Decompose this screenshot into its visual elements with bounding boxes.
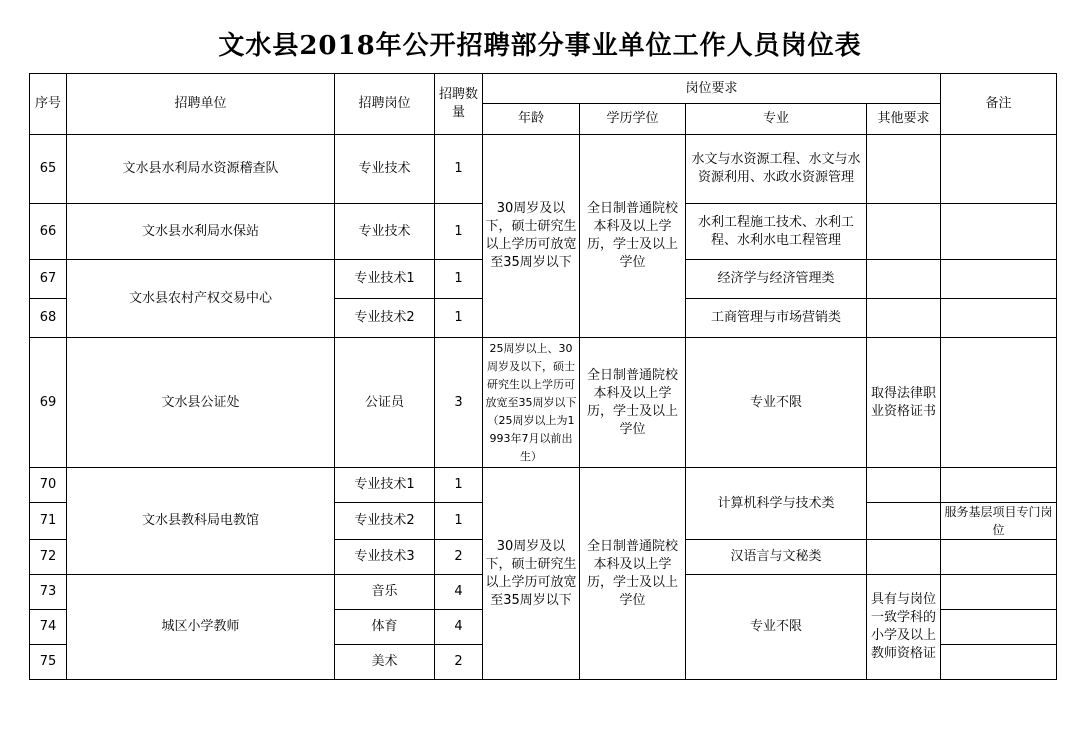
row-major: 计算机科学与技术类 (686, 468, 867, 540)
row-other (867, 135, 941, 204)
row-remark (941, 575, 1057, 610)
header-remark: 备注 (941, 74, 1057, 135)
row-unit: 文水县农村产权交易中心 (67, 260, 335, 338)
table-row (30, 468, 1057, 503)
table-row (30, 135, 1057, 204)
row-seq: 66 (30, 204, 67, 260)
row-seq: 71 (30, 503, 67, 540)
row-major: 汉语言与文秘类 (686, 540, 867, 575)
row-remark (941, 468, 1057, 503)
page-title: 文水县2018年公开招聘部分事业单位工作人员岗位表 (218, 31, 862, 61)
header-age: 年龄 (483, 104, 580, 135)
edu-requirement: 全日制普通院校本科及以上学历，学士及以上学位 (580, 468, 686, 680)
row-post: 美术 (335, 645, 435, 680)
row-count: 1 (435, 135, 483, 204)
header-requirements: 岗位要求 (483, 74, 941, 104)
header-seq: 序号 (30, 74, 67, 135)
row-remark (941, 540, 1057, 575)
row-other: 取得法律职业资格证书 (867, 338, 941, 468)
age-requirement: 30周岁及以下，硕士研究生以上学历可放宽至35周岁以下 (483, 135, 580, 338)
row-unit: 文水县教科局电教馆 (67, 468, 335, 575)
header-edu: 学历学位 (580, 104, 686, 135)
row-count: 1 (435, 299, 483, 338)
row-post: 专业技术 (335, 135, 435, 204)
row-count: 4 (435, 610, 483, 645)
row-post: 专业技术2 (335, 503, 435, 540)
row-unit: 文水县水利局水保站 (67, 204, 335, 260)
row-remark (941, 338, 1057, 468)
row-major: 工商管理与市场营销类 (686, 299, 867, 338)
row-post: 体育 (335, 610, 435, 645)
edu-requirement: 全日制普通院校本科及以上学历，学士及以上学位 (580, 135, 686, 338)
row-count: 1 (435, 503, 483, 540)
row-post: 专业技术 (335, 204, 435, 260)
row-post: 公证员 (335, 338, 435, 468)
row-other (867, 299, 941, 338)
table-row (30, 338, 1057, 468)
row-seq: 69 (30, 338, 67, 468)
row-seq: 75 (30, 645, 67, 680)
row-seq: 72 (30, 540, 67, 575)
row-post: 专业技术3 (335, 540, 435, 575)
row-seq: 68 (30, 299, 67, 338)
row-major: 专业不限 (686, 338, 867, 468)
row-post: 专业技术1 (335, 260, 435, 299)
header-row-1 (30, 74, 1057, 104)
age-requirement: 30周岁及以下，硕士研究生以上学历可放宽至35周岁以下 (483, 468, 580, 680)
row-other (867, 503, 941, 540)
header-other: 其他要求 (867, 104, 941, 135)
row-other: 具有与岗位一致学科的小学及以上教师资格证 (867, 575, 941, 680)
row-other (867, 540, 941, 575)
row-count: 3 (435, 338, 483, 468)
row-post: 专业技术1 (335, 468, 435, 503)
header-count: 招聘数量 (435, 74, 483, 135)
row-post: 音乐 (335, 575, 435, 610)
row-remark (941, 610, 1057, 645)
row-other (867, 468, 941, 503)
row-post: 专业技术2 (335, 299, 435, 338)
row-remark (941, 645, 1057, 680)
row-major: 专业不限 (686, 575, 867, 680)
row-count: 4 (435, 575, 483, 610)
row-unit: 文水县水利局水资源稽查队 (67, 135, 335, 204)
header-major: 专业 (686, 104, 867, 135)
row-remark (941, 204, 1057, 260)
row-remark (941, 260, 1057, 299)
row-remark (941, 135, 1057, 204)
row-remark: 服务基层项目专门岗位 (941, 503, 1057, 540)
row-other (867, 260, 941, 299)
header-unit: 招聘单位 (67, 74, 335, 135)
row-major: 水文与水资源工程、水文与水资源利用、水政水资源管理 (686, 135, 867, 204)
row-count: 2 (435, 540, 483, 575)
row-seq: 67 (30, 260, 67, 299)
row-other (867, 204, 941, 260)
row-unit: 文水县公证处 (67, 338, 335, 468)
row-major: 水利工程施工技术、水利工程、水利水电工程管理 (686, 204, 867, 260)
row-remark (941, 299, 1057, 338)
header-post: 招聘岗位 (335, 74, 435, 135)
row-seq: 74 (30, 610, 67, 645)
edu-requirement: 全日制普通院校本科及以上学历，学士及以上学位 (580, 338, 686, 468)
row-count: 1 (435, 204, 483, 260)
row-count: 1 (435, 468, 483, 503)
row-seq: 65 (30, 135, 67, 204)
row-major: 经济学与经济管理类 (686, 260, 867, 299)
positions-table (29, 73, 1057, 680)
row-count: 1 (435, 260, 483, 299)
row-count: 2 (435, 645, 483, 680)
row-seq: 70 (30, 468, 67, 503)
row-unit: 城区小学教师 (67, 575, 335, 680)
row-seq: 73 (30, 575, 67, 610)
age-requirement: 25周岁以上、30周岁及以下，硕士研究生以上学历可放宽至35周岁以下（25周岁以上为1993年7月以前出生） (483, 338, 580, 468)
